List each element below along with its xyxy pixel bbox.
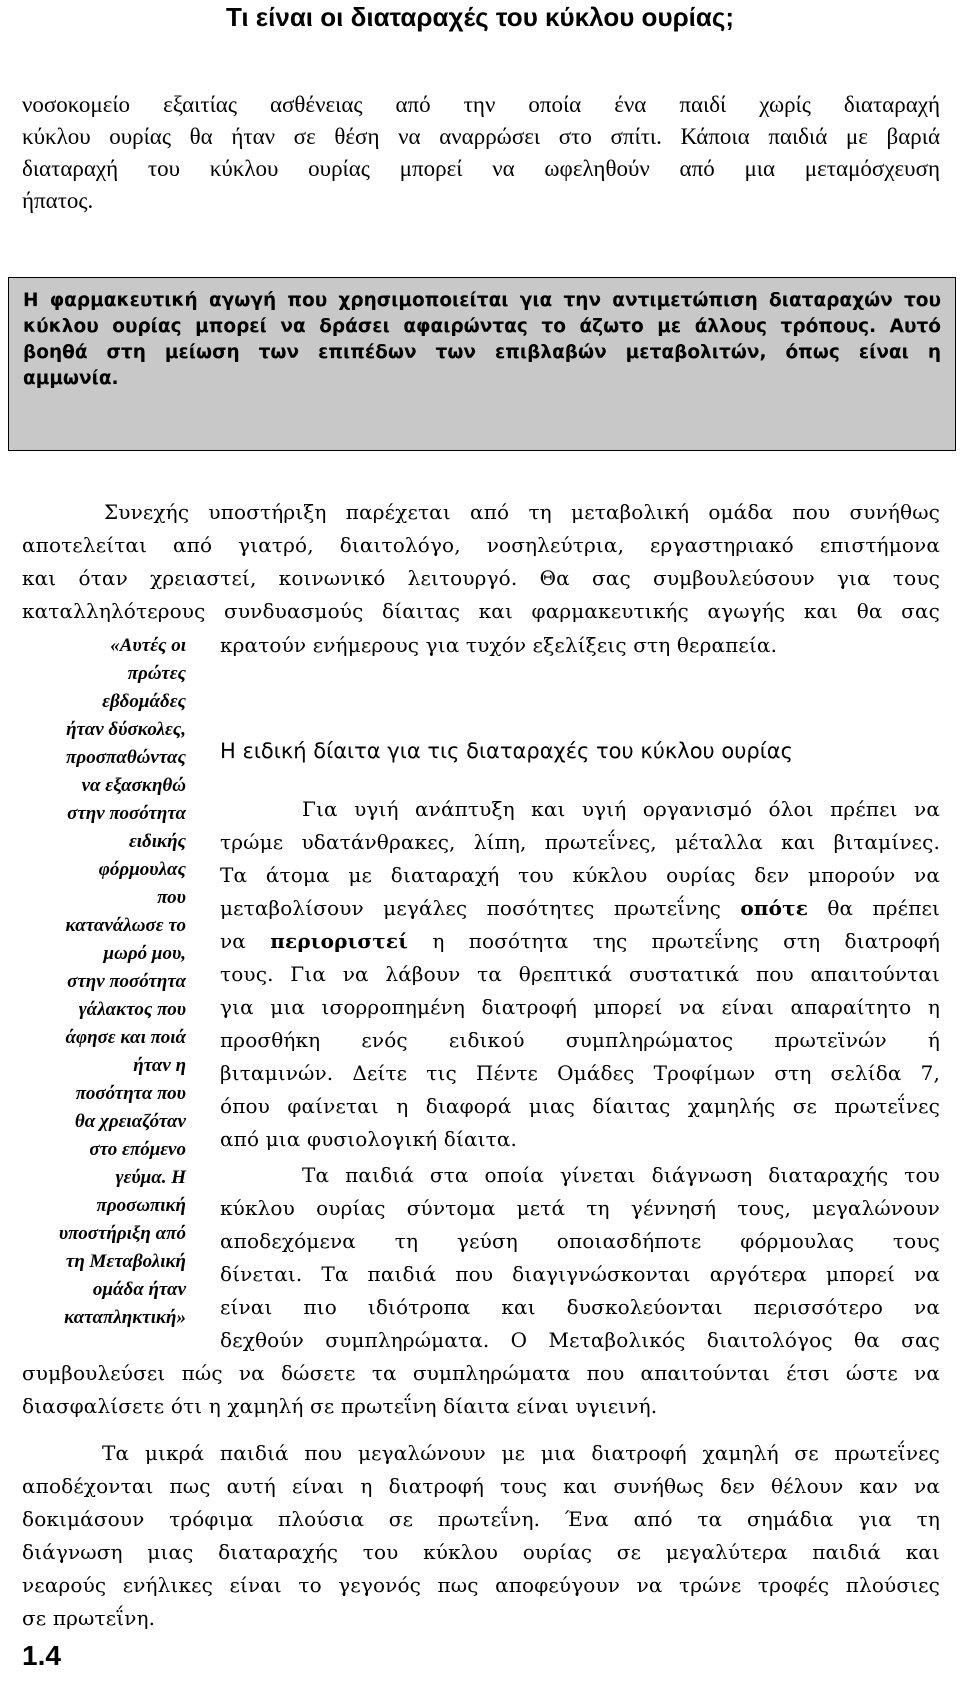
text-line: δεχθούν συμπληρώματα. Ο Μεταβολικός διαιτολόγος θα σας: [220, 1328, 940, 1352]
quote-line: ήταν δύσκολες,: [66, 719, 186, 740]
text-line: για μια ισορροπημένη διατροφή μπορεί να είναι απαραίτητο η: [220, 995, 940, 1019]
quote-line: προσωπική: [96, 1195, 186, 1216]
quote-line: τη Μεταβολική: [65, 1251, 186, 1272]
diet-section-heading: Η ειδική δίαιτα για τις διαταραχές του κύκλου ουρίας: [220, 739, 793, 763]
highlight-text: [23, 288, 941, 392]
text-line: από μια φυσιολογική δίαιτα.: [220, 1127, 518, 1151]
diet-paragraph-2: [220, 1159, 940, 1357]
quote-line: γάλακτος που: [78, 999, 186, 1020]
text-line: δίνεται. Τα παιδιά που διαγιγνώσκονται αργότερα μπορεί να: [220, 1262, 940, 1286]
text-fragment: η ποσότητα της πρωτεΐνης στη διατροφή: [408, 929, 940, 953]
text-line: Τα μικρά παιδιά που μεγαλώνουν με μια διατροφή χαμηλή σε πρωτεΐνες: [102, 1441, 940, 1465]
emphasis-so: οπότε: [740, 896, 808, 920]
text-line: [220, 892, 940, 925]
page-header-title: Τι είναι οι διαταραχές του κύκλου ουρίας;: [225, 2, 735, 32]
emphasis-restricted: περιοριστεί: [270, 929, 409, 953]
quote-line: μωρό μου,: [103, 943, 186, 964]
text-line: Τα άτομα με διαταραχή του κύκλου ουρίας δεν μπορούν να: [220, 863, 940, 887]
quote-line: θα χρειαζόταν: [74, 1111, 186, 1132]
quote-line: καταπληκτική»: [64, 1307, 186, 1328]
text-line: κύκλου ουρίας σύντομα μετά τη γέννησή τους, μεγαλώνουν: [220, 1196, 940, 1220]
text-line: προσθήκη ενός ειδικού συμπληρώματος πρωτεϊνών ή: [220, 1028, 940, 1052]
quote-line: φόρμουλας: [98, 859, 186, 880]
text-line: αμμωνία.: [23, 368, 119, 389]
text-line: κρατούν ενήμερους για τυχόν εξελίξεις στη θεραπεία.: [220, 633, 778, 657]
quote-line: προσπαθώντας: [66, 747, 186, 768]
quote-line: εβδομάδες: [102, 691, 186, 712]
text-line: τους. Για να λάβουν τα θρεπτικά συστατικά που απαιτούνται: [220, 962, 940, 986]
text-line: καταλληλότερους συνδυασμούς δίαιτας και φαρμακευτικής αγωγής και θα σας: [22, 599, 940, 623]
text-line: κύκλου ουρίας μπορεί να δράσει αφαιρώντας το άζωτο με άλλους τρόπους. Αυτό: [23, 316, 941, 337]
support-paragraph: [22, 496, 940, 628]
quote-line: ομάδα ήταν: [92, 1279, 186, 1300]
diet-paragraph-3: [22, 1437, 940, 1635]
text-line: είναι πιο ιδιότροπα και δυσκολεύονται περισσότερο να: [220, 1295, 940, 1319]
text-line: και όταν χρειαστεί, κοινωνικό λειτουργό. Θα σας συμβουλεύσουν για τους: [22, 566, 940, 590]
text-line: Η φαρμακευτική αγωγή που χρησιμοποιείται για την αντιμετώπιση διαταραχών του: [23, 290, 941, 311]
text-line: βοηθά στη μείωση των επιπέδων των επιβλαβών μεταβολιτών, όπως είναι η: [23, 342, 941, 363]
quote-line: «Αυτές οι: [110, 635, 186, 656]
quote-line: ποσότητα που: [75, 1083, 186, 1104]
quote-line: πρώτες: [127, 663, 186, 684]
text-line: διασφαλίσετε ότι η χαμηλή σε πρωτεΐνη δίαιτα είναι υγιεινή.: [22, 1394, 658, 1418]
diet-paragraph-2-continued: [22, 1357, 940, 1423]
text-line: Τα παιδιά στα οποία γίνεται διάγνωση διαταραχής του: [302, 1163, 940, 1187]
text-line: αποδέχονται πως αυτή είναι η διατροφή τους και συνήθως δεν θέλουν καν να: [22, 1474, 940, 1498]
quote-line: υποστήριξη από: [58, 1223, 186, 1244]
text-line: Συνεχής υποστήριξη παρέχεται από τη μεταβολική ομάδα που συνήθως: [104, 500, 940, 524]
text-line: συμβουλεύσει πώς να δώσετε τα συμπληρώματα που απαιτούνται έτσι ώστε να: [22, 1361, 940, 1385]
text-line: όπου φαίνεται η διαφορά μιας δίαιτας χαμηλής σε πρωτεΐνες: [220, 1094, 940, 1118]
text-line: κύκλου ουρίας θα ήταν σε θέση να αναρρώσει στο σπίτι. Κάποια παιδιά με βαριά: [22, 124, 940, 149]
quote-line: στην ποσότητα: [67, 971, 186, 992]
text-fragment: θα πρέπει: [808, 896, 940, 920]
highlight-box: [8, 277, 956, 451]
text-line: τρώμε υδατάνθρακες, λίπη, πρωτεΐνες, μέταλλα και βιταμίνες.: [220, 830, 940, 854]
text-fragment: μεταβολίσουν μεγάλες ποσότητες πρωτεΐνης: [220, 896, 741, 920]
text-line: Για υγιή ανάπτυξη και υγιή οργανισμό όλοι πρέπει να: [302, 797, 940, 821]
text-line: σε πρωτεΐνη.: [22, 1606, 156, 1630]
quote-line: στο επόμενο: [89, 1139, 186, 1160]
text-line: αποτελείται από γιατρό, διαιτολόγο, νοσηλεύτρια, εργαστηριακό επιστήμονα: [22, 533, 940, 557]
text-line: νοσοκομείο εξαιτίας ασθένειας από την οποία ένα παιδί χωρίς διαταραχή: [22, 92, 940, 117]
parent-quote: [20, 632, 186, 1332]
text-line: ήπατος.: [22, 188, 94, 213]
support-paragraph-end: [220, 629, 920, 662]
text-line: [220, 925, 940, 958]
text-line: διάγνωση μιας διαταραχής του κύκλου ουρίας σε μεγαλύτερα παιδιά και: [22, 1540, 940, 1564]
quote-line: ήταν η: [133, 1055, 186, 1076]
quote-line: γεύμα. Η: [115, 1167, 186, 1188]
quote-line: ειδικής: [128, 831, 186, 852]
quote-line: που: [157, 887, 186, 908]
text-line: νεαρούς ενήλικες είναι το γεγονός πως αποφεύγουν να τρώνε τροφές πλούσιες: [22, 1573, 940, 1597]
text-line: βιταμινών. Δείτε τις Πέντε Ομάδες Τροφίμων στη σελίδα 7,: [220, 1061, 940, 1085]
text-line: διαταραχή του κύκλου ουρίας μπορεί να ωφεληθούν από μια μεταμόσχευση: [22, 156, 940, 181]
page-number: 1.4: [22, 1640, 61, 1671]
quote-line: άφησε και ποιά: [65, 1027, 186, 1048]
intro-paragraph: [22, 89, 940, 217]
quote-line: στην ποσότητα: [67, 803, 186, 824]
text-line: δοκιμάσουν τρόφιμα πλούσια σε πρωτεΐνη. Ένα από τα σημάδια για τη: [22, 1507, 940, 1531]
text-line: αποδεχόμενα τη γεύση οποιασδήποτε φόρμουλας τους: [220, 1229, 940, 1253]
diet-paragraph-1: [220, 793, 940, 1156]
quote-line: να εξασκηθώ: [81, 775, 186, 796]
quote-line: κατανάλωσε το: [65, 915, 186, 936]
text-fragment: να: [220, 929, 271, 953]
